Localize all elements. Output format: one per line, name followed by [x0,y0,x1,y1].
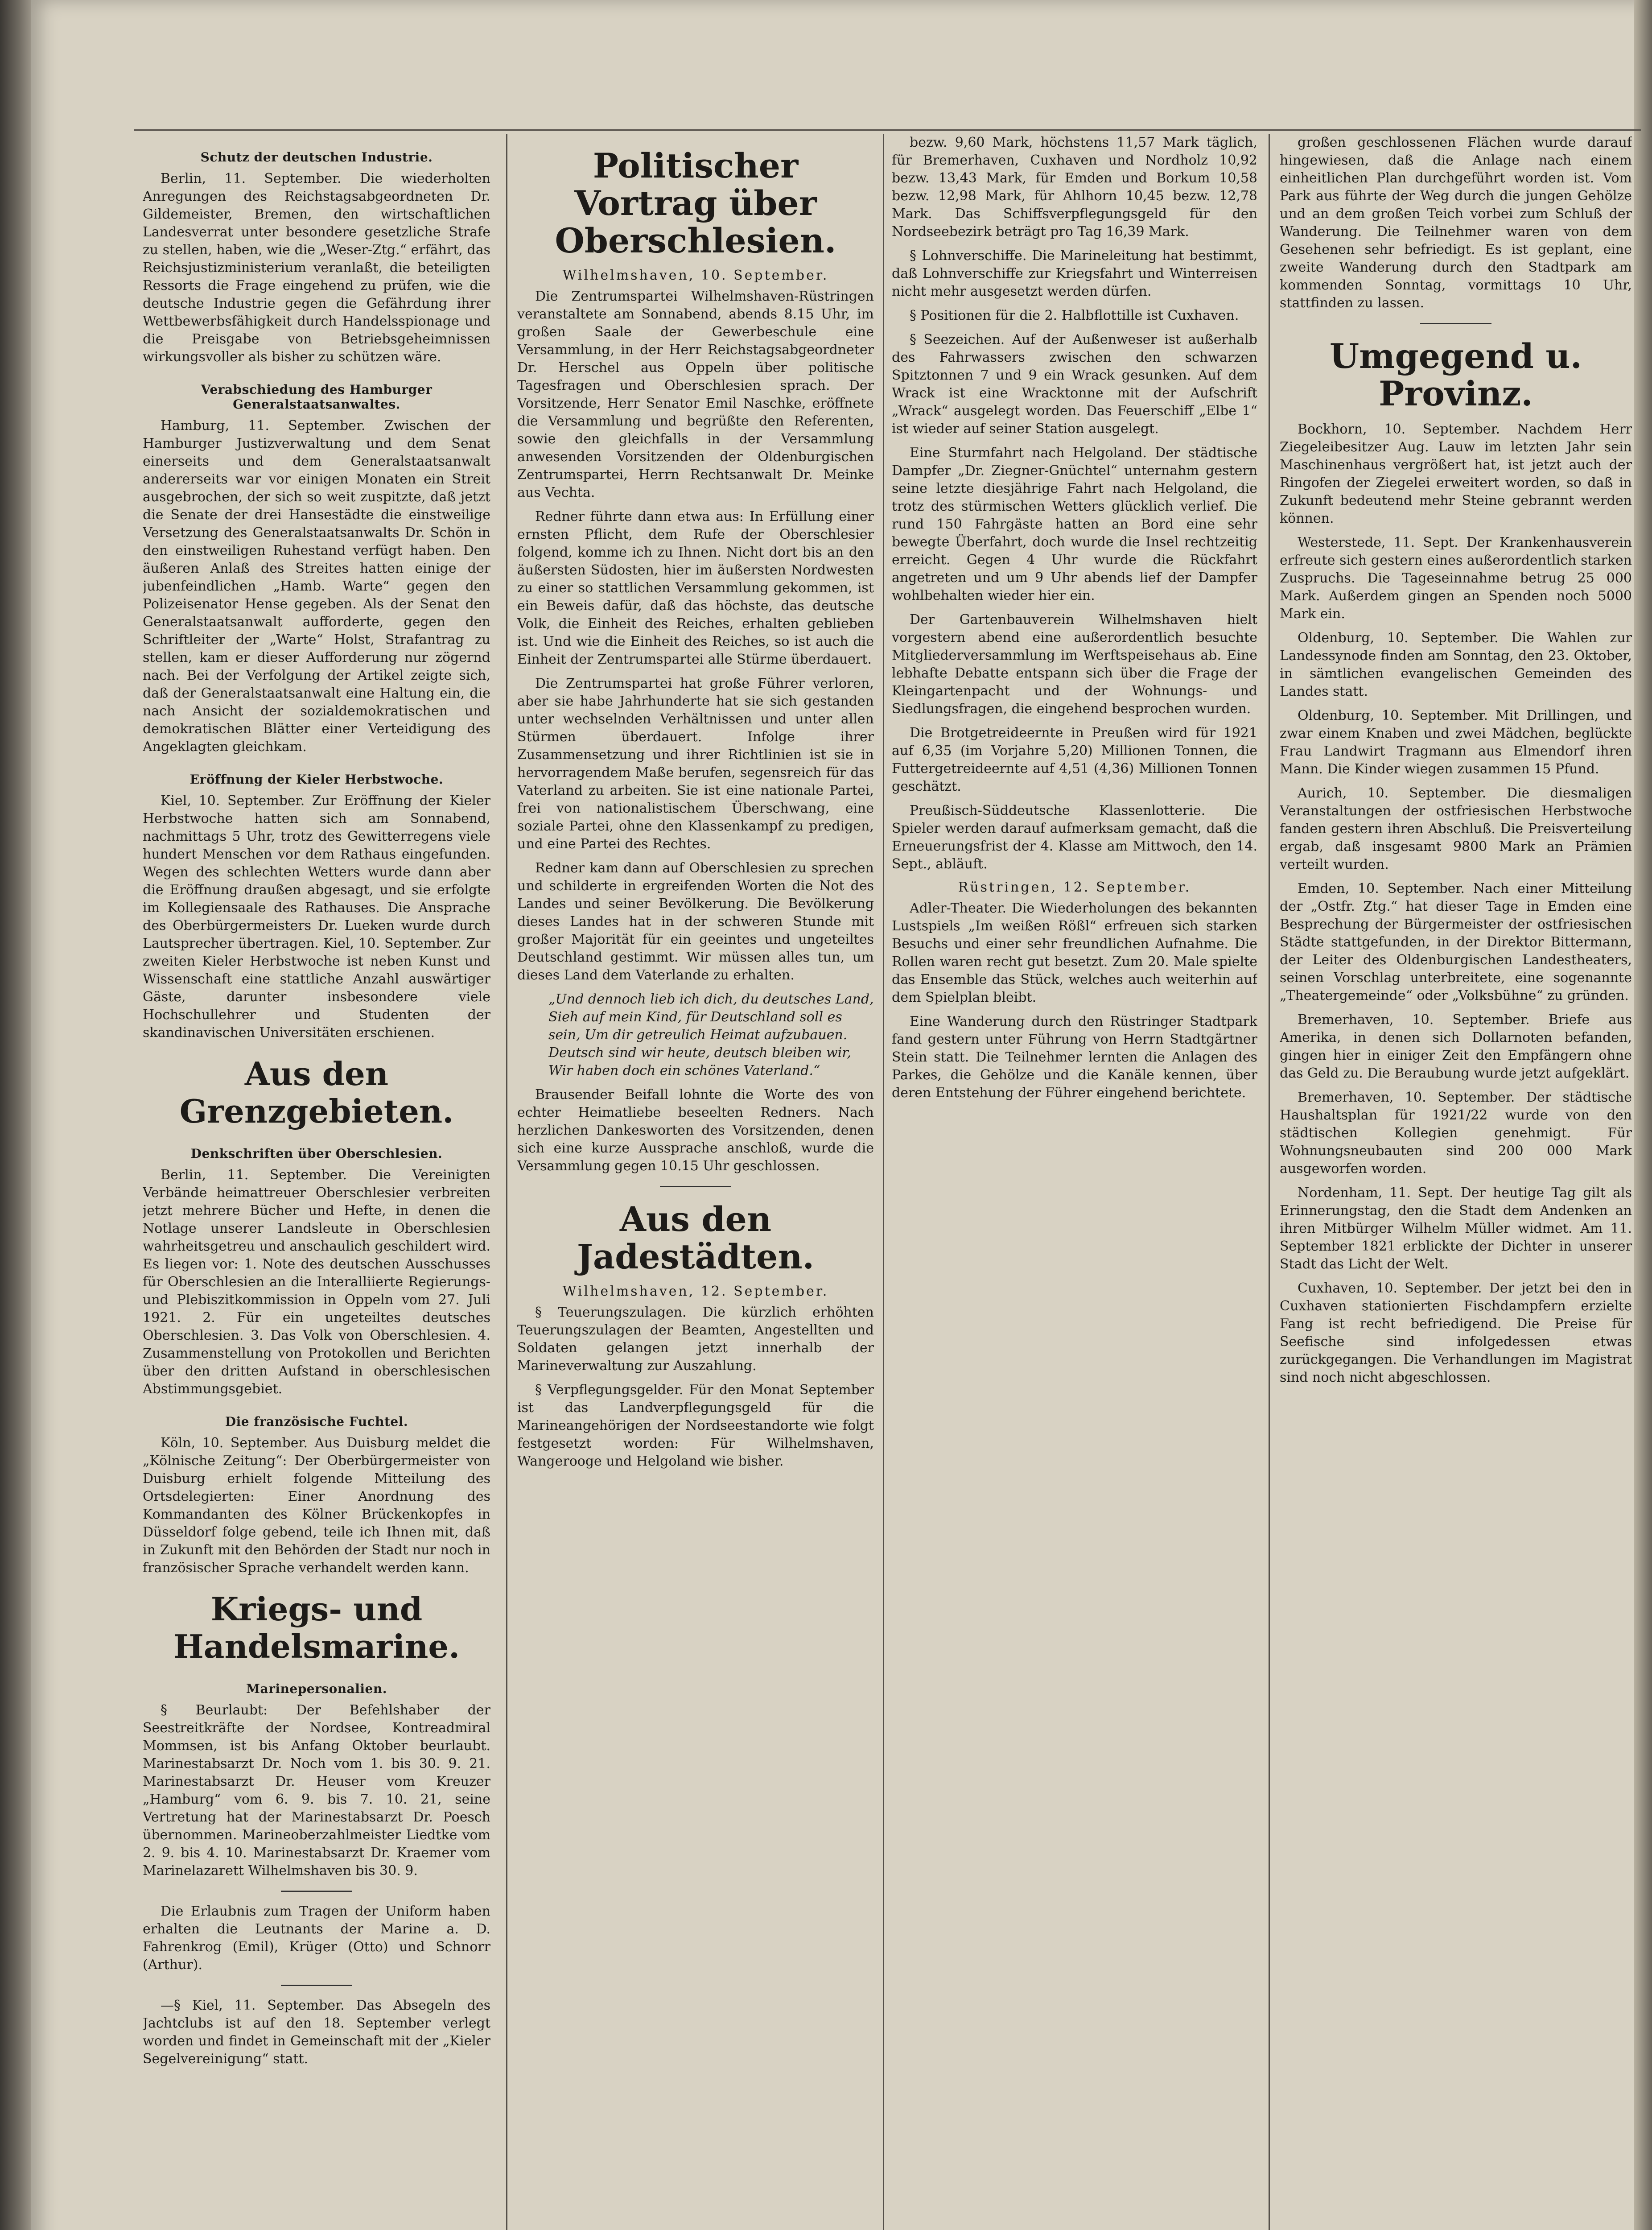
article-body: Die Zentrumspartei Wilhelmshaven-Rüstringen veranstaltete am Sonnabend, abends 8.15 Uhr, im großen Saale der Gewerbeschule eine Versammlung, in der Herr Reichstagsabgeordneter Dr. Herschel aus Oppeln über politische Tagesfragen und Oberschlesien sprach. Der Vorsitzende, Herr Senator Emil Naschke, eröffnete die Versammlung und begrüßte den Referenten, sowie den gleichfalls in der Versammlung anwesenden Vorsitzenden der Oldenburgischen Zentrumspartei, Herrn Rechtsanwalt Dr. Meinke aus Vechta. [517,289,874,500]
article-body: Berlin, 11. September. Die wiederholten Anregungen des Reichstagsabgeordneten Dr. Gildemeister, Bremen, den wirtschaftlichen Landesverrat unter besondere gesetzliche Strafe zu stellen, haben, wie die „Weser-Ztg.“ erfährt, das Reichsjustizministerium veranlaßt, die beteiligten Ressorts die Frage eingehend zu prüfen, wie die deutsche Industrie gegen die Gefährdung ihrer Wettbewerbsfähigkeit durch Handelsspionage und die Preisgabe von Betriebsgeheimnissen wirkungsvoller als bisher zu schützen wäre. [143,171,490,365]
article-body: Oldenburg, 10. September. Die Wahlen zur Landessynode finden am Sonntag, den 23. Oktober, in sämtlichen evangelischen Gemeinden des Landes statt. [1280,630,1632,699]
article-body: Bremerhaven, 10. September. Der städtische Haushaltsplan für 1921/22 wurde von den städtischen Kollegien genehmigt. Für Wohnungsneubauten sind 200 000 Mark ausgeworfen worden. [1280,1090,1632,1177]
article-body: großen geschlossenen Flächen wurde darauf hingewiesen, daß die Anlage nach einem einheitlichen Plan durchgeführt worden ist. Vom Park aus führte der Weg durch die jungen Gehölze und an dem großen Teich vorbei zum Schluß der Wanderung. Die Teilnehmer waren von dem Gesehenen sehr befriedigt. Es ist geplant, eine zweite Wanderung durch den Stadtpark am kommenden Sonntag, vormittags 10 Uhr, stattfinden zu lassen. [1280,135,1632,311]
separator-rule [281,1891,352,1892]
article-heading: Marinepersonalien. [246,1681,387,1696]
article-body: § Verpflegungsgelder. Für den Monat September ist das Landverpflegungsgeld für die Marineangehörigen der Nordseestandorte wie folgt festgesetzt worden: Für Wilhelmshaven, Wangerooge und Helgoland wie bisher. [517,1382,874,1469]
article-body: Adler-Theater. Die Wiederholungen des bekannten Lustspiels „Im weißen Rößl“ erfreuen sich starken Besuchs und einer sehr freundlichen Aufnahme. Die Rollen waren recht gut besetzt. Zum 20. Male spielte das Ensemble das Stück, welches auch weiterhin auf dem Spielplan bleibt. [892,900,1257,1005]
separator-rule [660,1186,731,1187]
article-body: Redner kam dann auf Oberschlesien zu sprechen und schilderte in ergreifenden Worten die Not des Landes und seiner Bevölkerung. Die Bevölkerung dieses Landes hat in der schweren Stunde mit großer Majorität für ein geeintes und ungeteiltes Deutschland gestimmt. Wir müssen alles tun, um dieses Land dem Vaterlande zu erhalten. [517,860,874,983]
column-divider-3 [1269,134,1270,2230]
article-body: Die Brotgetreideernte in Preußen wird für 1921 auf 6,35 (im Vorjahre 5,20) Millionen Tonnen, die Futtergetreideernte auf 4,51 (4,36) Millionen Tonnen geschätzt. [892,725,1257,794]
column-divider-2 [883,134,884,2230]
top-rule [134,129,1641,131]
article-body: Eine Sturmfahrt nach Helgoland. Der städtische Dampfer „Dr. Ziegner-Gnüchtel“ unternahm gestern seine letzte diesjährige Fahrt nach Helgoland, die trotz des stürmischen Wetters glücklich verlief. Die rund 150 Fahrgäste hatten an Bord eine sehr bewegte Überfahrt, doch wurde die Insel rechtzeitig erreicht. Gegen 4 Uhr wurde die Rückfahrt angetreten und um 9 Uhr abends lief der Dampfer wohlbehalten wieder hier ein. [892,445,1257,603]
dateline: Wilhelmshaven, 12. September. [562,1284,829,1299]
page-edge [1634,0,1652,2230]
article-body: Hamburg, 11. September. Zwischen der Hamburger Justizverwaltung und dem Senat einerseits und dem Generalstaatsanwalt andererseits war vor einigen Monaten ein Streit ausgebrochen, der sich so weit zuspitzte, daß jetzt die Senate der drei Hansestädte die einstweilige Versetzung des Generalstaatsanwalts Dr. Schön in den einstweiligen Ruhestand verfügt haben. Den äußeren Anlaß des Streites hatten einige der jubenfeindlichen „Hamb. Warte“ gegen den Polizeisenator Hense gegeben. Als der Senat den Generalstaatsanwalt aufforderte, gegen den Schriftleiter der „Warte“ Holst, Strafantrag zu stellen, kam er dieser Aufforderung nur zögernd nach. Bei der Verfolgung der Artikel zeigte sich, daß der Generalstaatsanwalt eine Haltung ein, die nach Ansicht der sozialdemokratischen und demokratischen Blätter einer Verteidigung des Angeklagten gleichkam. [143,418,490,755]
column-4 [1280,134,1632,2230]
article-heading: Schutz der deutschen Industrie. [200,150,433,165]
book-binding [0,0,31,2230]
article-body: Der Gartenbauverein Wilhelmshaven hielt vorgestern abend eine außerordentlich besuchte Mitgliederversammlung im Werftspeisehaus ab. Eine lebhafte Debatte entspann sich über die Frage der Kleingartenpacht und der Wohnungs- und Siedlungsfragen, die eingehend besprochen wurden. [892,612,1257,717]
article-body: Die Zentrumspartei hat große Führer verloren, aber sie habe Jahrhunderte hat sie sich gestanden unter wechselnden Verhältnissen und unter allen Stürmen überdauert. Infolge ihrer Zusammensetzung und ihrer Richtlinien ist sie in hervorragendem Maße berufen, segensreich für das Vaterland zu arbeiten. Sie ist eine nationale Partei, frei von nationalistischem Überschwang, eine soziale Partei, ohne den Klassenkampf zu predigen, und eine Partei des Rechtes. [517,676,874,852]
section-title: Aus den Grenzgebieten. [179,1055,454,1130]
article-body: Bockhorn, 10. September. Nachdem Herr Ziegeleibesitzer Aug. Lauw im letzten Jahr sein Maschinenhaus vergrößert hat, ist jetzt auch der Ringofen der Ziegelei erweitert worden, so daß in Zukunft bedeutend mehr Steine gebrannt werden können. [1280,421,1632,526]
separator-rule [1420,323,1491,324]
column-divider-1 [506,134,507,2230]
article-heading: Die französische Fuchtel. [225,1414,408,1429]
article-body: Preußisch-Süddeutsche Klassenlotterie. Die Spieler werden darauf aufmerksam gemacht, daß die Erneuerungsfrist der 4. Klasse am Mittwoch, den 14. Sept., abläuft. [892,803,1257,872]
article-body: § Seezeichen. Auf der Außenweser ist außerhalb des Fahrwassers zwischen den schwarzen Spitztonnen 7 und 9 ein Wrack gesunken. Auf dem Wrack ist eine Wracktonne mit der Aufschrift „Wrack“ ausgelegt worden. Das Feuerschiff „Elbe 1“ ist wieder auf seiner Station ausgelegt. [892,332,1257,437]
article-body: Brausender Beifall lohnte die Worte des von echter Heimatliebe beseelten Redners. Nach herzlichen Dankesworten des Vorsitzenden, denen sich eine kurze Aussprache anschloß, wurde die Versammlung gegen 10.15 Uhr geschlossen. [517,1087,874,1174]
article-body: Cuxhaven, 10. September. Der jetzt bei den in Cuxhaven stationierten Fischdampfern erzielte Fang ist recht befriedigend. Die Preise für Seefische sind infolgedessen etwas zurückgegangen. Die Verhandlungen im Magistrat sind noch nicht abgeschlossen. [1280,1280,1632,1385]
dateline: Rüstringen, 12. September. [958,880,1191,895]
column-1 [143,134,490,2230]
article-body: Aurich, 10. September. Die diesmaligen Veranstaltungen der ostfriesischen Herbstwoche fanden gestern ihren Abschluß. Die Preisverteilung ergab, daß insgesamt 9800 Mark an Prämien verteilt wurden. [1280,785,1632,872]
article-body: Westerstede, 11. Sept. Der Krankenhausverein erfreute sich gestern eines außerordentlich starken Zuspruchs. Die Tageseinnahme betrug 25 000 Mark. Außerdem gingen an Spenden noch 5000 Mark ein. [1280,535,1632,622]
dateline: Wilhelmshaven, 10. September. [562,268,829,283]
column-3 [892,134,1257,2230]
article-heading: Eröffnung der Kieler Herbstwoche. [190,772,444,787]
article-body: Nordenham, 11. Sept. Der heutige Tag gilt als Erinnerungstag, den die Stadt dem Andenken an ihren Mitbürger Wilhelm Müller widmet. Am 11. September 1821 erblickte der Dichter in unserer Stadt das Licht der Welt. [1280,1185,1632,1272]
article-body: Eine Wanderung durch den Rüstringer Stadtpark fand gestern unter Führung von Herrn Stadtgärtner Stein statt. Die Teilnehmer lernten die Anlagen des Parkes, die Gehölze und die Kanäle kennen, über deren Entstehung der Führer eingehend berichtete. [892,1014,1257,1101]
article-body: Berlin, 11. September. Die Vereinigten Verbände heimattreuer Oberschlesier verbreiten jetzt mehrere Bücher und Hefte, in denen die Notlage unserer Landsleute in Oberschlesien wahrheitsgetreu und anschaulich geschildert wird. Es liegen vor: 1. Note des deutschen Ausschusses für Oberschlesien an die Interalliierte Regierungs- und Plebiszitkommission in Oppeln vom 27. Juli 1921. 2. Für ein ungeteiltes deutsches Oberschlesien. 3. Das Volk von Oberschlesien. 4. Zusammenstellung von Protokollen und Berichten über den dritten Aufstand in oberschlesischen Abstimmungsgebiet. [143,1167,490,1397]
separator-rule [281,1985,352,1986]
column-2 [517,134,874,2230]
article-body: Köln, 10. September. Aus Duisburg meldet die „Kölnische Zeitung“: Der Oberbürgermeister von Duisburg erhielt folgende Mitteilung des Ortsdelegierten: Einer Anordnung des Kommandanten des Kölner Brückenkopfes in Düsseldorf folge gebend, teile ich Ihnen mit, daß in Zukunft mit den Behörden der Stadt nur noch in französischer Sprache verhandelt werden kann. [143,1435,490,1576]
article-body: Emden, 10. September. Nach einer Mitteilung der „Ostfr. Ztg.“ hat dieser Tage in Emden eine Besprechung der Bürgermeister der ostfriesischen Städte stattgefunden, in der Direktor Bittermann, der Leiter des Oldenburgischen Landestheaters, seinen Vorschlag unterbreitete, eine sogenannte „Theatergemeinde“ oder „Volksbühne“ zu gründen. [1280,881,1632,1004]
poem-quote: „Und dennoch lieb ich dich, du deutsches Land, Sieh auf mein Kind, für Deutschland soll es sein, Um dir getreulich Heimat aufzubauen. Deutsch sind wir heute, deutsch bleiben wir, Wir haben doch ein schönes Vaterland.“ [548,991,874,1078]
article-body: Redner führte dann etwa aus: In Erfüllung einer ernsten Pflicht, dem Rufe der Oberschlesier folgend, komme ich zu Ihnen. Nicht dort bis an den äußersten Südosten, hier im äußersten Nordwesten zu einer so stattlichen Versammlung gekommen, ist ein Beweis dafür, daß das höchste, das deutsche Volk, die Einheit des Reiches, erhalten geblieben ist. Und wie die Einheit des Reiches, so ist auch die Einheit der Zentrumspartei alle Stürme überdauert. [517,509,874,667]
article-body: Bremerhaven, 10. September. Briefe aus Amerika, in denen sich Dollarnoten befanden, gingen hier in einiger Zeit den Empfängern ohne das Geld zu. Die Beraubung wurde jetzt aufgeklärt. [1280,1012,1632,1081]
section-title: Kriegs- und Handelsmarine. [173,1590,460,1665]
article-body: —§ Kiel, 11. September. Das Absegeln des Jachtclubs ist auf den 18. September verlegt worden und findet in Gemeinschaft mit der „Kieler Segelvereinigung“ statt. [143,1998,490,2067]
section-title: Aus den Jadestädten. [577,1199,815,1276]
article-body: Oldenburg, 10. September. Mit Drillingen, und zwar einem Knaben und zwei Mädchen, beglückte Frau Landwirt Tragmann aus Elmendorf ihren Mann. Die Kinder wiegen zusammen 15 Pfund. [1280,708,1632,777]
article-body: § Lohnverschiffe. Die Marineleitung hat bestimmt, daß Lohnverschiffe zur Kriegsfahrt und Winterreisen nicht mehr ausgesetzt werden dürfen. [892,248,1257,299]
article-body: § Beurlaubt: Der Befehlshaber der Seestreitkräfte der Nordsee, Kontreadmiral Mommsen, ist bis Anfang Oktober beurlaubt. Marinestabsarzt Dr. Noch vom 1. bis 30. 9. 21. Marinestabsarzt Dr. Heuser vom Kreuzer „Hamburg“ vom 6. 9. bis 7. 10. 21, seine Vertretung hat der Marinestabsarzt Dr. Poesch übernommen. Marineoberzahlmeister Liedtke vom 2. 9. bis 4. 10. Marinestabsarzt Dr. Kraemer vom Marinelazarett Wilhelmshaven bis 30. 9. [143,1702,490,1879]
article-body: bezw. 9,60 Mark, höchstens 11,57 Mark täglich, für Bremerhaven, Cuxhaven und Nordholz 10,92 bezw. 13,43 Mark, für Emden und Borkum 10,58 bezw. 12,98 Mark, für Ahlhorn 10,45 bezw. 12,78 Mark. Das Schiffsverpflegungsgeld für den Nordseebezirk beträgt pro Tag 16,39 Mark. [892,135,1257,240]
article-body: § Teuerungszulagen. Die kürzlich erhöhten Teuerungszulagen der Beamten, Angestellten und Soldaten gelangen jetzt innerhalb der Marineverwaltung zur Auszahlung. [517,1305,874,1374]
article-body: Die Erlaubnis zum Tragen der Uniform haben erhalten die Leutnants der Marine a. D. Fahrenkrog (Emil), Krüger (Otto) und Schnorr (Arthur). [143,1904,490,1973]
article-body: § Positionen für die 2. Halbflottille ist Cuxhaven. [910,308,1239,323]
lead-article-title: Politischer Vortrag über Oberschlesien. [555,146,836,260]
article-heading: Verabschiedung des Hamburger Generalstaatsanwaltes. [201,382,433,412]
article-body: Kiel, 10. September. Zur Eröffnung der Kieler Herbstwoche hatten sich am Sonnabend, nachmittags 5 Uhr, trotz des Gewitterregens viele hundert Menschen vor dem Rathaus eingefunden. Wegen des schlechten Wetters wurde dann aber die Eröffnung draußen abgesagt, und sie erfolgte im Kollegiensaale des Rathauses. Die Ansprache des Oberbürgermeisters Dr. Lueken wurde durch Lautsprecher übertragen. Kiel, 10. September. Zur zweiten Kieler Herbstwoche ist neben Kunst und Wissenschaft eine stattliche Anzahl auswärtiger Gäste, darunter insbesondere viele Hochschullehrer und Studenten der skandinavischen Universitäten erschienen. [143,793,490,1041]
section-title: Umgegend u. Provinz. [1329,336,1582,413]
article-heading: Denkschriften über Oberschlesien. [190,1146,443,1161]
